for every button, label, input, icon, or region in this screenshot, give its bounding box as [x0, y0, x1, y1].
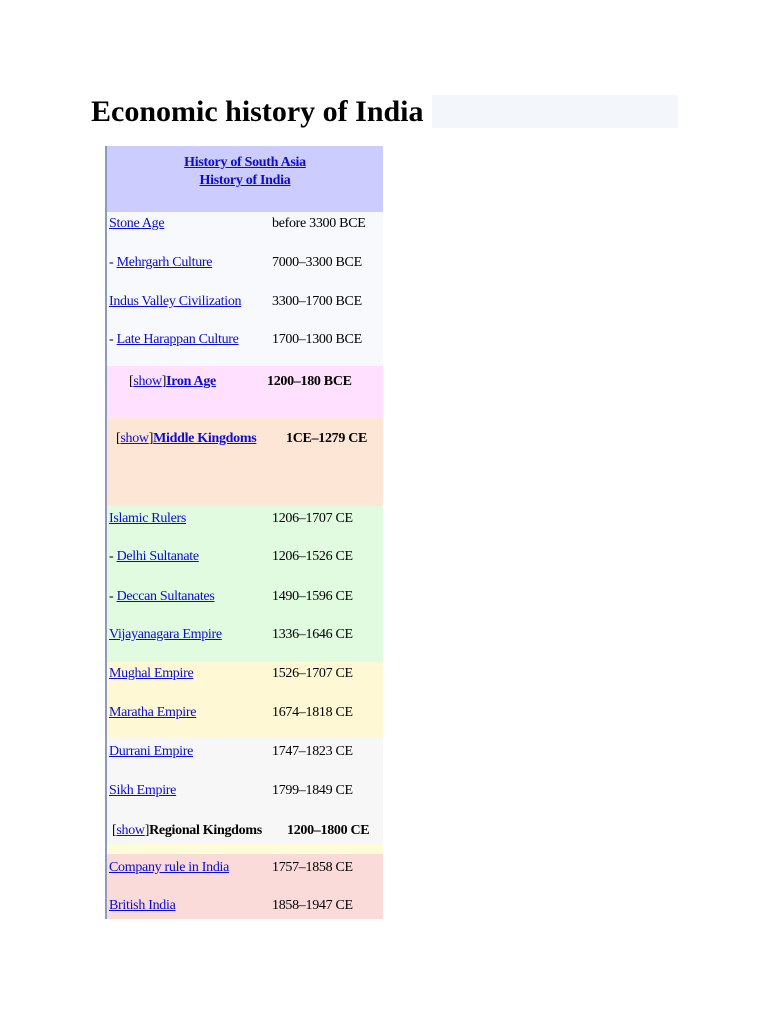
- list-item: [109, 896, 381, 916]
- show-toggle-regional-kingdoms[interactable]: show: [116, 823, 145, 838]
- history-of-india-link[interactable]: History of India: [199, 173, 291, 188]
- era-dates: 1757–1858 CE: [272, 860, 353, 875]
- group-dates: 1CE–1279 CE: [286, 431, 368, 446]
- era-link[interactable]: Islamic Rulers: [109, 511, 187, 526]
- era-link[interactable]: Delhi Sultanate: [116, 549, 199, 564]
- era-dates: 1858–1947 CE: [272, 898, 353, 913]
- era-dates: 1674–1818 CE: [272, 705, 353, 720]
- list-item: - Mehrgarh Culture 7000–3300 BCE: [109, 253, 381, 273]
- era-dates: 1490–1596 CE: [272, 589, 353, 604]
- infobox-header: [107, 146, 383, 212]
- history-infobox: [105, 146, 383, 919]
- group-iron-age: [show]Iron Age 1200–180 BCE: [129, 372, 379, 392]
- group-dates: 1200–1800 CE: [287, 823, 370, 838]
- era-link[interactable]: Company rule in India: [109, 860, 230, 875]
- group-dates: 1200–180 BCE: [267, 374, 352, 389]
- era-dates: 1700–1300 BCE: [272, 332, 362, 347]
- era-dates: 1747–1823 CE: [272, 744, 353, 759]
- history-of-south-asia-link[interactable]: History of South Asia: [184, 155, 306, 170]
- era-link[interactable]: Indus Valley Civilization: [109, 294, 242, 309]
- show-toggle-middle-kingdoms[interactable]: show: [120, 431, 149, 446]
- era-link[interactable]: Deccan Sultanates: [116, 589, 215, 604]
- title-background-band: [432, 95, 678, 128]
- era-link[interactable]: Mehrgarh Culture: [116, 255, 213, 270]
- iron-age-link[interactable]: Iron Age: [166, 374, 216, 389]
- era-dates: 3300–1700 BCE: [272, 294, 362, 309]
- regional-kingdoms-label: Regional Kingdoms: [149, 823, 262, 838]
- list-item: [109, 703, 381, 723]
- list-item: [109, 214, 381, 234]
- group-regional-kingdoms: [show]Regional Kingdoms 1200–1800 CE: [112, 821, 382, 841]
- list-item: [109, 781, 381, 801]
- era-link[interactable]: Mughal Empire: [109, 666, 194, 681]
- list-item: [109, 292, 381, 312]
- era-dates: 1206–1526 CE: [272, 549, 353, 564]
- era-dates: 1336–1646 CE: [272, 627, 353, 642]
- era-link[interactable]: Late Harappan Culture: [116, 332, 239, 347]
- era-dates: 7000–3300 BCE: [272, 255, 362, 270]
- era-dates: before 3300 BCE: [272, 216, 366, 231]
- era-link[interactable]: Durrani Empire: [109, 744, 194, 759]
- group-middle-kingdoms: [show]Middle Kingdoms 1CE–1279 CE: [116, 429, 381, 449]
- list-item: - Delhi Sultanate 1206–1526 CE: [109, 547, 381, 567]
- era-dates: 1206–1707 CE: [272, 511, 353, 526]
- list-item: [109, 742, 381, 762]
- era-link[interactable]: Vijayanagara Empire: [109, 627, 222, 642]
- era-link[interactable]: Maratha Empire: [109, 705, 197, 720]
- list-item: [109, 858, 381, 878]
- list-item: [109, 509, 381, 529]
- show-toggle-iron-age[interactable]: show: [133, 374, 162, 389]
- page-title: Economic history of India: [91, 95, 424, 128]
- list-item: - Deccan Sultanates 1490–1596 CE: [109, 587, 381, 607]
- era-dates: 1799–1849 CE: [272, 783, 353, 798]
- list-item: [109, 625, 381, 645]
- era-link[interactable]: British India: [109, 898, 176, 913]
- band-regional-strip: [107, 844, 383, 854]
- list-item: [109, 664, 381, 684]
- era-link[interactable]: Sikh Empire: [109, 783, 177, 798]
- middle-kingdoms-link[interactable]: Middle Kingdoms: [153, 431, 257, 446]
- list-item: - Late Harappan Culture 1700–1300 BCE: [109, 330, 381, 350]
- era-link[interactable]: Stone Age: [109, 216, 165, 231]
- era-dates: 1526–1707 CE: [272, 666, 353, 681]
